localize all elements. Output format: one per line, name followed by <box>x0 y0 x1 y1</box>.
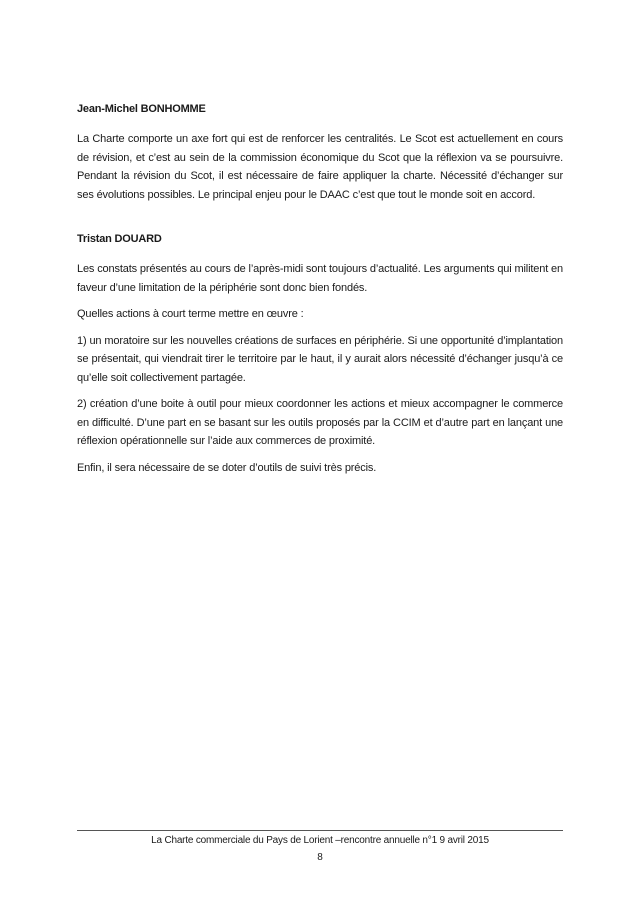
paragraph: La Charte comporte un axe fort qui est de renforcer les centralités. Le Scot est actuellement en cours de révision, et c’est au sein de la commission économique du Scot que la réflexion va se poursuivre. Pendant la révision du Scot, il est nécessaire de faire appliquer la charte. Nécessité d’échanger sur ses évolutions possibles. Le principal enjeu pour le DAAC c’est que tout le monde soit en accord. <box>77 133 563 201</box>
paragraph: Quelles actions à court terme mettre en œuvre : <box>77 308 304 320</box>
paragraph: Enfin, il sera nécessaire de se doter d’outils de suivi très précis. <box>77 461 377 474</box>
section-tristan-douard <box>77 232 563 477</box>
footer-divider <box>77 830 563 831</box>
page-body <box>77 102 563 485</box>
section-jean-michel-bonhomme <box>77 102 563 204</box>
paragraph: Les constats présentés au cours de l’après-midi sont toujours d’actualité. Les arguments qui militent en faveur d’une limitation de la périphérie sont donc bien fondés. <box>77 263 563 294</box>
paragraph: 1) un moratoire sur les nouvelles créations de surfaces en périphérie. Si une opportunité d’implantation se présentait, qui viendrait tirer le territoire par le haut, il y aurait alors nécessité d’échanger jusqu’à ce qu’elle soit collectivement partagée. <box>77 334 563 384</box>
speaker-name: Tristan DOUARD <box>77 233 162 245</box>
speaker-name: Jean-Michel BONHOMME <box>77 103 206 115</box>
paragraph: 2) création d’une boite à outil pour mieux coordonner les actions et mieux accompagner le commerce en difficulté. D’une part en se basant sur les outils proposés par la CCIM et d’autre part en lançant une réflexion opérationnelle sur l’aide aux commerces de proximité. <box>77 398 563 447</box>
page-number: 8 <box>317 852 323 863</box>
section-spacer <box>77 212 563 232</box>
footer-text: La Charte commerciale du Pays de Lorient –rencontre annuelle n°1 9 avril 2015 <box>151 835 489 846</box>
